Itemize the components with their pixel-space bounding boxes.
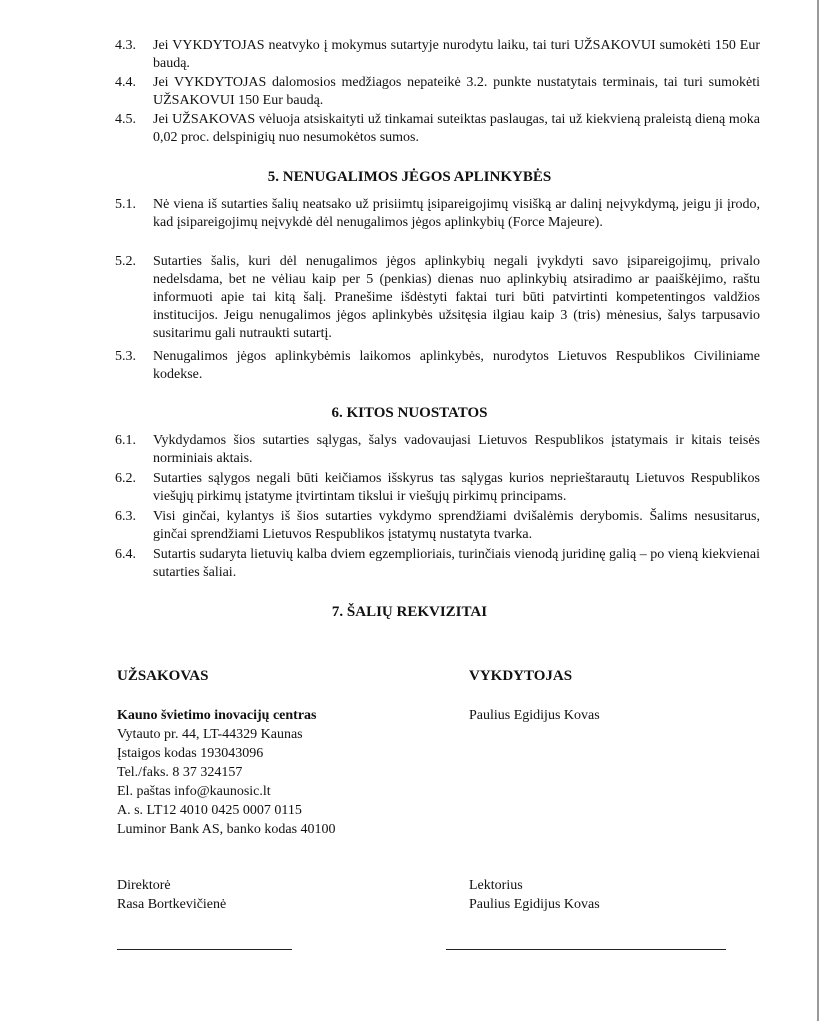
customer-signatory: [117, 876, 417, 914]
clause-number: 4.5.: [115, 112, 136, 127]
contractor-role: VYKDYTOJAS: [469, 668, 573, 684]
clause-6-2: [115, 470, 760, 506]
customer-phone: Tel./faks. 8 37 324157: [117, 765, 243, 780]
clause-6-3: [115, 508, 760, 544]
clause-text: Vykdydamos šios sutarties sąlygas, šalys vadovaujasi Lietuvos Respublikos įstatymais ir kitais teisės norminiais aktais.: [153, 433, 760, 466]
clause-5-1: [115, 196, 760, 232]
clause-4-3: [115, 37, 760, 73]
clause-5-2: [115, 253, 760, 343]
customer-account: A. s. LT12 4010 0425 0007 0115: [117, 803, 302, 818]
clause-number: 6.4.: [115, 547, 136, 562]
clause-4-4: [115, 74, 760, 110]
customer-code: Įstaigos kodas 193043096: [117, 746, 264, 761]
customer-role: UŽSAKOVAS: [117, 668, 209, 684]
contractor-block: [469, 667, 769, 725]
clause-number: 5.1.: [115, 197, 136, 212]
section-7-heading: 7. ŠALIŲ REKVIZITAI: [331, 604, 488, 620]
contractor-sign-name: Paulius Egidijus Kovas: [469, 897, 600, 912]
customer-signature-line: [117, 949, 292, 950]
customer-block: [117, 667, 447, 839]
clause-4-5: [115, 111, 760, 147]
clause-text: Visi ginčai, kylantys iš šios sutarties vykdymo sprendžiami dvišalėmis derybomis. Šalims nesusitarus, ginčai sprendžiami Lietuvos Respublikos įstatymų nustatyta tvarka.: [153, 509, 760, 542]
customer-name: Kauno švietimo inovacijų centras: [117, 708, 317, 723]
customer-bank: Luminor Bank AS, banko kodas 40100: [117, 822, 336, 837]
section-5-heading: 5. NENUGALIMOS JĖGOS APLINKYBĖS: [267, 169, 552, 185]
contractor-signature-line: [446, 949, 726, 950]
clause-text: Sutarties šalis, kuri dėl nenugalimos jėgos aplinkybių negali įvykdyti savo įsipareigojimų, privalo nedelsdama, bet ne vėliau kaip per 5 (penkias) dienas nuo aplinkybių atsiradimo ar paaiškėjimo, raštu informuoti apie tai kitą šalį. Pranešime išdėstyti faktai turi būti patvirtinti kompetentingos valdžios institucijos. Jeigu nenugalimos jėgos aplinkybės užsitęsia ilgiau kaip 3 (tris) mėnesius, šalys tarpusavio susitarimu gali nutraukti sutartį.: [153, 254, 760, 341]
clause-text: Nė viena iš sutarties šalių neatsako už prisiimtų įsipareigojimų visišką ar dalinį neįvykdymą, jeigu ji įrodo, kad įsipareigojimų neįvykdė dėl nenugalimos jėgos aplinkybių (Force Majeure).: [153, 197, 760, 230]
customer-email: El. paštas info@kaunosic.lt: [117, 784, 271, 799]
clause-number: 4.3.: [115, 38, 136, 53]
contractor-sign-title: Lektorius: [469, 878, 523, 893]
clause-6-4: [115, 546, 760, 582]
clause-number: 4.4.: [115, 75, 136, 90]
clause-number: 5.2.: [115, 254, 136, 269]
clause-number: 5.3.: [115, 349, 136, 364]
clause-text: Nenugalimos jėgos aplinkybėmis laikomos aplinkybės, nurodytos Lietuvos Respublikos Civiliniame kodekse.: [153, 349, 760, 382]
contractor-signatory: [469, 876, 769, 914]
customer-sign-title: Direktorė: [117, 878, 171, 893]
clause-text: Jei VYKDYTOJAS neatvyko į mokymus sutartyje nurodytu laiku, tai turi UŽSAKOVUI sumokėti 150 Eur baudą.: [153, 38, 760, 71]
clause-text: Jei UŽSAKOVAS vėluoja atsiskaityti už tinkamai suteiktas paslaugas, tai už kiekvieną praleistą dieną moka 0,02 proc. delspinigių nuo nesumokėtos sumos.: [153, 112, 760, 145]
clause-text: Sutarties sąlygos negali būti keičiamos išskyrus tas sąlygas kurios neprieštarautų Lietuvos Respublikos viešųjų pirkimų įstatyme įtvirtintam tikslui ir viešųjų pirkimų principams.: [153, 471, 760, 504]
clause-number: 6.1.: [115, 433, 136, 448]
clause-6-1: [115, 432, 760, 468]
clause-text: Sutartis sudaryta lietuvių kalba dviem egzemplioriais, turinčiais vienodą juridinę galią – po vieną kiekvienai sutarties šaliai.: [153, 547, 760, 580]
clause-number: 6.3.: [115, 509, 136, 524]
clause-5-3: [115, 348, 760, 384]
section-6-heading: 6. KITOS NUOSTATOS: [331, 405, 488, 421]
customer-sign-name: Rasa Bortkevičienė: [117, 897, 227, 912]
clause-number: 6.2.: [115, 471, 136, 486]
contractor-name: Paulius Egidijus Kovas: [469, 708, 600, 723]
customer-address: Vytauto pr. 44, LT-44329 Kaunas: [117, 727, 303, 742]
clause-text: Jei VYKDYTOJAS dalomosios medžiagos nepateikė 3.2. punkte nustatytais terminais, tai turi sumokėti UŽSAKOVUI 150 Eur baudą.: [153, 75, 760, 108]
